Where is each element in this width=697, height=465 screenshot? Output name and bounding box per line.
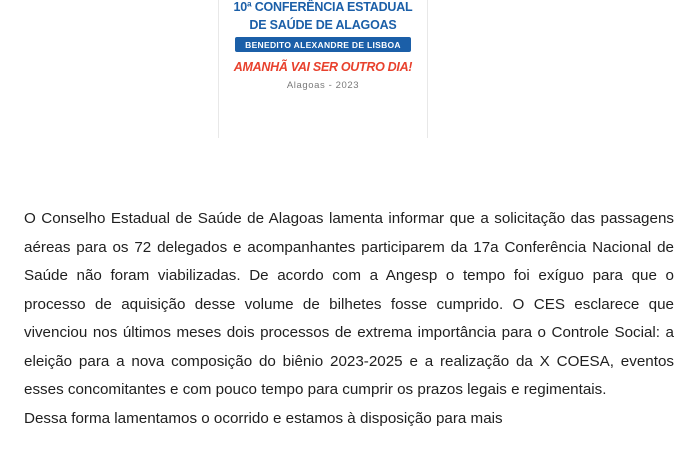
document-paragraph: Dessa forma lamentamos o ocorrido e estamos à disposição para mais	[24, 409, 503, 427]
document-body	[24, 205, 674, 433]
conference-logo	[218, 0, 428, 138]
logo-honoree-ribbon: BENEDITO ALEXANDRE DE LISBOA	[235, 37, 411, 52]
logo-title-line1	[219, 0, 427, 14]
logo-slogan: AMANHÃ VAI SER OUTRO DIA!	[233, 59, 413, 74]
logo-inner	[219, 0, 427, 91]
logo-place-year: Alagoas - 2023	[286, 79, 360, 91]
logo-title-line2: DE SAÚDE DE ALAGOAS	[249, 18, 397, 32]
logo-title-line1-text: 10ª CONFERÊNCIA ESTADUAL	[233, 0, 413, 14]
document-paragraph: O Conselho Estadual de Saúde de Alagoas lamenta informar que a solicitação das passagens aéreas para os 72 delegados e acompanhantes participarem da 17a Conferência Nacional de Saúde não foram viabilizadas. De acordo com a Angesp o tempo foi exíguo para que o processo de aquisição desse volume de bilhetes fosse cumprido. O CES esclarece que vivenciou nos últimos meses dois processos de extrema importância para o Controle Social: a eleição para a nova composição do biênio 2023-2025 e a realização da X COESA, eventos esses concomitantes e com pouco tempo para cumprir os prazos legais e regimentais.	[24, 210, 674, 398]
